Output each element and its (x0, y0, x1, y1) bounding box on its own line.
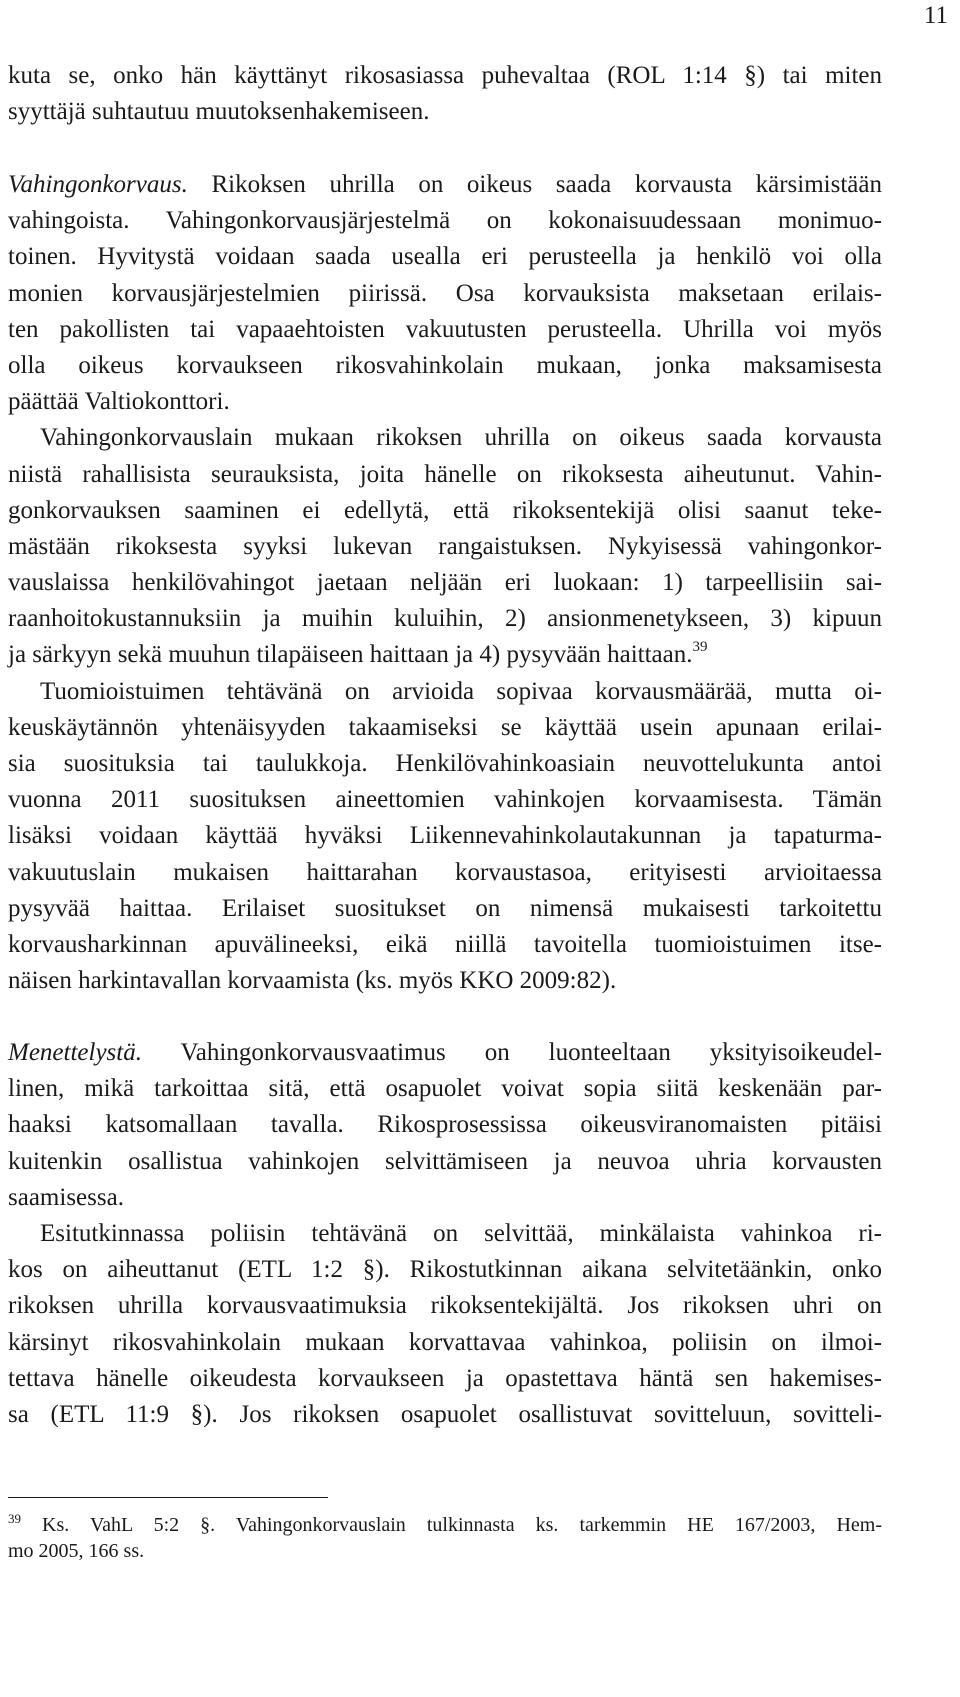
footnote-line (8, 1512, 882, 1538)
text-line: haaksi katsomallaan tavalla. Rikosprosessissa oikeusviranomaisten pitäisi (8, 1111, 882, 1139)
text-line: kuta se, onko hän käyttänyt rikosasiassa puhevaltaa (ROL 1:14 §) tai miten (8, 62, 882, 89)
text-line (8, 637, 882, 673)
text-line: vakuutuslain mukaisen haittarahan korvaustasoa, erityisesti arvioitaessa (8, 858, 882, 886)
footnote-divider (8, 1497, 328, 1498)
text-line: sa (ETL 11:9 §). Jos rikoksen osapuolet osallistuvat sovitteluun, sovitteli- (8, 1400, 882, 1428)
text-line: toinen. Hyvitystä voidaan saada usealla eri perusteella ja henkilö voi olla (8, 243, 882, 271)
text-line: Tuomioistuimen tehtävänä on arvioida sopivaa korvausmäärää, mutta oi- (40, 677, 882, 705)
text-line: korvausharkinnan apuvälineeksi, eikä niillä tavoitella tuomioistuimen itse- (8, 930, 882, 958)
section-heading: Menettelystä. (8, 1039, 142, 1066)
text-line: keuskäytännön yhtenäisyyden takaamiseksi se käyttää usein apunaan erilai- (8, 713, 882, 741)
text-line: Esitutkinnassa poliisin tehtävänä on selvittää, minkälaista vahinkoa ri- (40, 1219, 882, 1247)
text-line: raanhoitokustannuksiin ja muihin kuluihin, 2) ansionmenetykseen, 3) kipuun (8, 605, 882, 633)
text-line: syyttäjä suhtautuu muutoksenhakemiseen. (8, 98, 430, 126)
section-heading: Vahingonkorvaus. (8, 171, 188, 198)
text-line (8, 1035, 882, 1071)
section-menettelysta (8, 1035, 882, 1433)
footnote-number: 39 (8, 1511, 21, 1526)
text-line: saamisessa. (8, 1183, 124, 1211)
text-line: gonkorvauksen saaminen ei edellytä, että rikoksentekijä olisi saanut teke- (8, 496, 882, 524)
section-vahingonkorvaus (8, 167, 882, 999)
footnote-text: Ks. VahL 5:2 §. Vahingonkorvauslain tulkinnasta ks. tarkemmin HE 167/2003, Hem- (21, 1514, 882, 1536)
text-line: vuonna 2011 suosituksen aineettomien vahinkojen korvaamisesta. Tämän (8, 786, 882, 814)
text-line: vahingoista. Vahingonkorvausjärjestelmä on kokonaisuudessaan monimuo- (8, 207, 882, 235)
text-line: olla oikeus korvaukseen rikosvahinkolain mukaan, jonka maksamisesta (8, 351, 882, 379)
paragraph-continuation (8, 58, 882, 130)
text-line: tettava hänelle oikeudesta korvaukseen ja opastettava häntä sen hakemises- (8, 1364, 882, 1392)
text-line: kos on aiheuttanut (ETL 1:2 §). Rikostutkinnan aikana selvitetäänkin, onko (8, 1256, 882, 1284)
text-line: päättää Valtiokonttori. (8, 388, 230, 416)
text-line: Vahingonkorvauslain mukaan rikoksen uhrilla on oikeus saada korvausta (40, 424, 882, 452)
text-line: kärsinyt rikosvahinkolain mukaan korvattavaa vahinkoa, poliisin on ilmoi- (8, 1328, 882, 1356)
text-line: lisäksi voidaan käyttää hyväksi Liikennevahinkolautakunnan ja tapaturma- (8, 822, 882, 850)
text-line: ten pakollisten tai vapaaehtoisten vakuutusten perusteella. Uhrilla voi myös (8, 315, 882, 343)
text-line: monien korvausjärjestelmien piirissä. Osa korvauksista maksetaan erilais- (8, 279, 882, 307)
page-number: 11 (923, 2, 948, 29)
text-line (8, 167, 882, 203)
text-line: näisen harkintavallan korvaamista (ks. myös KKO 2009:82). (8, 967, 617, 995)
footnote-line: mo 2005, 166 ss. (8, 1540, 145, 1562)
text-line: linen, mikä tarkoittaa sitä, että osapuolet voivat sopia siitä keskenään par- (8, 1075, 882, 1103)
footnote (8, 1512, 882, 1564)
text-line: rikoksen uhrilla korvausvaatimuksia rikoksentekijältä. Jos rikoksen uhri on (8, 1292, 882, 1320)
text-line: vauslaissa henkilövahingot jaetaan neljään eri luokaan: 1) tarpeellisiin sai- (8, 569, 882, 597)
text-line-content: ja särkyyn sekä muuhun tilapäiseen haittaan ja 4) pysyvään haittaan. (8, 641, 693, 669)
text-line: mästään rikoksesta syyksi lukevan rangaistuksen. Nykyisessä vahingonkor- (8, 532, 882, 560)
text-line-rest: Vahingonkorvausvaatimus on luonteeltaan yksityisoikeudel- (141, 1039, 882, 1066)
text-line-rest: Rikoksen uhrilla on oikeus saada korvausta kärsimistään (187, 171, 882, 198)
text-line: sia suosituksia tai taulukkoja. Henkilövahinkoasiain neuvottelukunta antoi (8, 750, 882, 777)
text-line: kuitenkin osallistua vahinkojen selvittämiseen ja neuvoa uhria korvausten (8, 1147, 882, 1175)
text-line: niistä rahallisista seurauksista, joita hänelle on rikoksesta aiheutunut. Vahin- (8, 460, 882, 488)
text-line: pysyvää haittaa. Erilaiset suositukset on nimensä mukaisesti tarkoitettu (8, 894, 882, 922)
footnote-reference: 39 (692, 639, 708, 656)
